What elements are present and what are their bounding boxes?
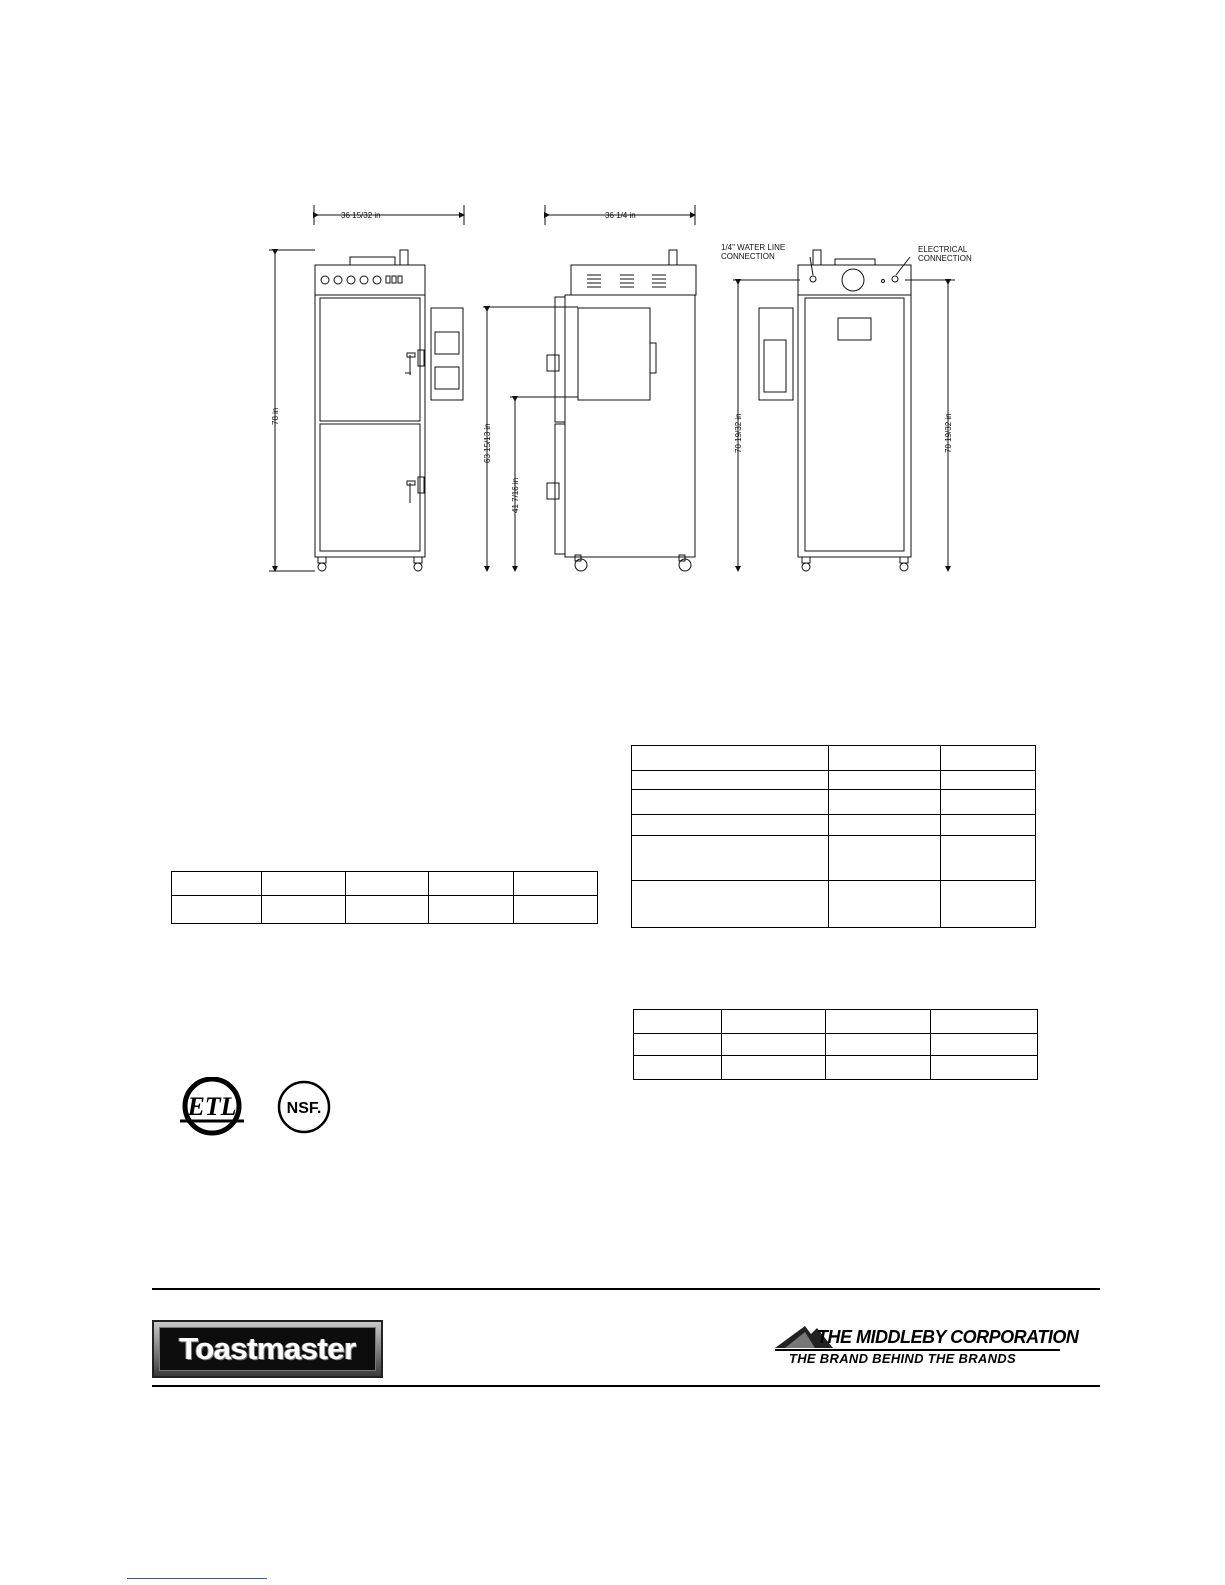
- table-cell: [829, 790, 941, 815]
- table-cell: [931, 1010, 1038, 1034]
- table-cell: [514, 872, 598, 896]
- table-cell: [941, 815, 1036, 836]
- table-cell: [941, 881, 1036, 928]
- footer-bottom-rule: [152, 1385, 1100, 1387]
- table-cell: [632, 815, 829, 836]
- table-cell: [172, 872, 262, 896]
- table-cell: [829, 746, 941, 771]
- table-cell: [931, 1056, 1038, 1080]
- table-cell: [721, 1034, 825, 1056]
- water-callout-line1: 1/4" WATER LINE: [721, 243, 786, 252]
- etl-logo-icon: [176, 1077, 248, 1137]
- table-cell: [825, 1056, 931, 1080]
- table-cell: [829, 771, 941, 790]
- table-cell: [825, 1010, 931, 1034]
- table-cell: [825, 1034, 931, 1056]
- svg-text:ETL: ETL: [187, 1092, 237, 1121]
- table-cell: [941, 836, 1036, 881]
- bottom-link-underline: [127, 1578, 267, 1579]
- electrical-callout-line2: CONNECTION: [918, 254, 972, 263]
- spec-table-right-bottom: [633, 1009, 1038, 1080]
- front-height-label: 78 in: [271, 407, 280, 425]
- table-cell: [261, 872, 345, 896]
- svg-text:NSF.: NSF.: [286, 1100, 322, 1117]
- table-cell: [632, 771, 829, 790]
- toastmaster-logo-text: Toastmaster: [179, 1331, 356, 1366]
- table-cell: [514, 896, 598, 924]
- table-cell: [261, 896, 345, 924]
- table-cell: [172, 896, 262, 924]
- front-width-label: 36 15/32 in: [341, 211, 381, 220]
- table-cell: [632, 746, 829, 771]
- table-cell: [634, 1056, 722, 1080]
- toastmaster-logo: [152, 1320, 383, 1378]
- table-cell: [829, 815, 941, 836]
- middleby-tagline: THE BRAND BEHIND THE BRANDS: [789, 1351, 1016, 1366]
- front-view: [269, 205, 464, 571]
- side-height-lower-label: 41 7/16 in: [511, 477, 520, 513]
- side-depth-label: 36 1/4 in: [605, 211, 636, 220]
- middleby-logo: [775, 1324, 1079, 1372]
- table-cell: [941, 790, 1036, 815]
- table-cell: [345, 872, 429, 896]
- table-cell: [632, 881, 829, 928]
- table-cell: [721, 1056, 825, 1080]
- rear-view: [733, 250, 955, 571]
- table-cell: [634, 1010, 722, 1034]
- table-cell: [632, 836, 829, 881]
- spec-table-left: [171, 871, 598, 924]
- nsf-logo-icon: [276, 1079, 332, 1135]
- table-cell: [931, 1034, 1038, 1056]
- table-cell: [632, 790, 829, 815]
- dimension-drawing: [255, 195, 995, 585]
- rear-height-left-label: 70 19/32 in: [734, 413, 743, 453]
- footer-top-rule: [152, 1288, 1100, 1290]
- table-cell: [634, 1034, 722, 1056]
- side-view: [483, 205, 696, 571]
- table-cell: [941, 746, 1036, 771]
- table-cell: [829, 881, 941, 928]
- side-height-upper-label: 63 15/13 in: [483, 423, 492, 463]
- table-cell: [429, 872, 514, 896]
- table-cell: [345, 896, 429, 924]
- rear-height-right-label: 70 19/32 in: [944, 413, 953, 453]
- table-cell: [429, 896, 514, 924]
- middleby-corp-name: THE MIDDLEBY CORPORATION: [817, 1327, 1079, 1347]
- spec-table-right-top: [631, 745, 1036, 928]
- electrical-callout-line1: ELECTRICAL: [918, 245, 968, 254]
- table-cell: [941, 771, 1036, 790]
- water-callout-line2: CONNECTION: [721, 252, 775, 261]
- table-cell: [829, 836, 941, 881]
- table-cell: [721, 1010, 825, 1034]
